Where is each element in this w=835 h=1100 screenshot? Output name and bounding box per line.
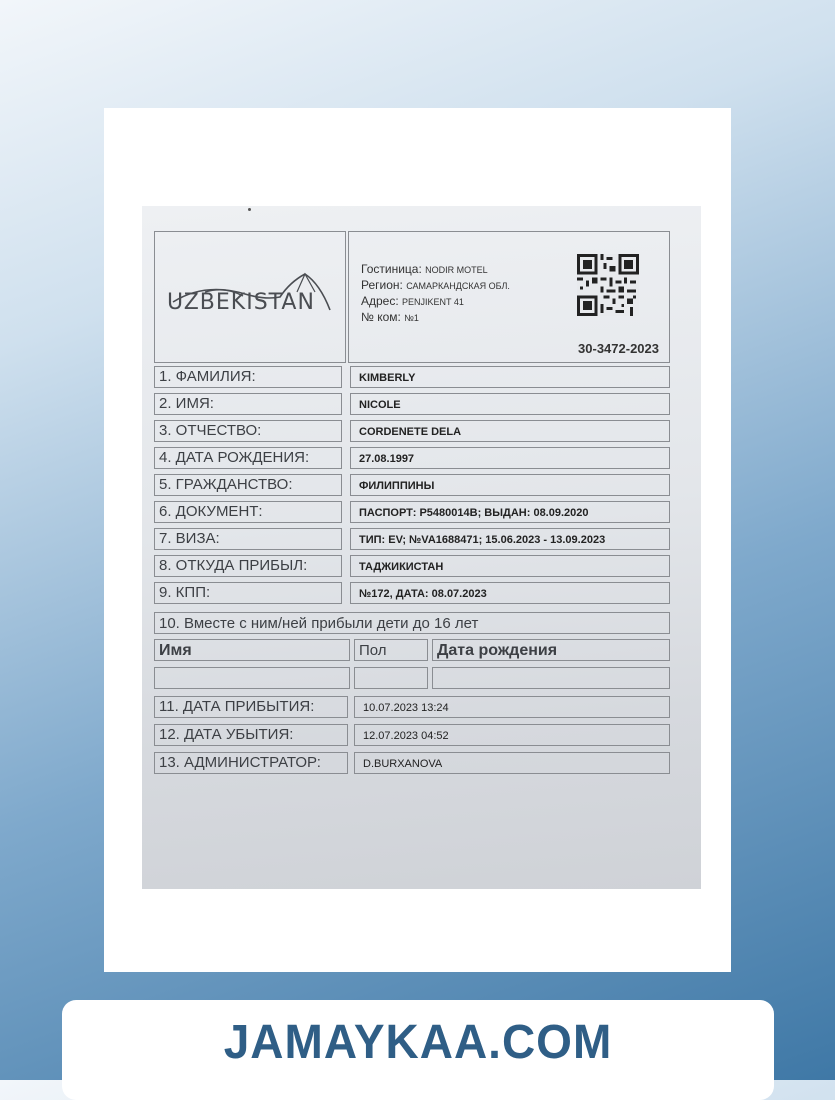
child-name-cell	[154, 667, 350, 689]
children-header: 10. Вместе с ним/ней прибыли дети до 16 лет	[154, 612, 670, 634]
hotel-label: Гостиница:	[361, 262, 422, 276]
citizenship-label: 5. ГРАЖДАНСТВО:	[154, 474, 342, 496]
region-label: Регион:	[361, 278, 403, 292]
checkpoint-label: 9. КПП:	[154, 582, 342, 604]
visa-label: 7. ВИЗА:	[154, 528, 342, 550]
room-label: № ком:	[361, 310, 401, 324]
address-value: PENJIKENT 41	[402, 297, 464, 307]
row-visa	[154, 528, 670, 550]
row-document	[154, 501, 670, 523]
visa-value: ТИП: EV; №VA1688471; 15.06.2023 - 13.09.2023	[350, 528, 670, 550]
hotel-info	[361, 262, 510, 326]
child-name-col: Имя	[154, 639, 350, 661]
administrator-value: D.BURXANOVA	[354, 752, 670, 774]
row-arrival-date	[154, 696, 670, 718]
checkpoint-value: №172, ДАТА: 08.07.2023	[350, 582, 670, 604]
region-value: САМАРКАНДСКАЯ ОБЛ.	[406, 281, 510, 291]
registration-form	[142, 206, 701, 889]
child-sex-cell	[354, 667, 428, 689]
child-dob-col: Дата рождения	[432, 639, 670, 661]
site-watermark: JAMAYKAA.COM	[223, 1013, 613, 1069]
row-patronymic	[154, 420, 670, 442]
room-value: №1	[404, 313, 419, 323]
footer-banner	[62, 1000, 774, 1100]
citizenship-value: ФИЛИППИНЫ	[350, 474, 670, 496]
row-surname	[154, 366, 670, 388]
row-checkpoint	[154, 582, 670, 604]
patronymic-value: CORDENETE DELA	[350, 420, 670, 442]
document-value: ПАСПОРТ: P5480014B; ВЫДАН: 08.09.2020	[350, 501, 670, 523]
document-label: 6. ДОКУМЕНТ:	[154, 501, 342, 523]
address-label: Адрес:	[361, 294, 399, 308]
patronymic-label: 3. ОТЧЕСТВО:	[154, 420, 342, 442]
row-administrator	[154, 752, 670, 774]
row-arrived-from	[154, 555, 670, 577]
registration-number: 30-3472-2023	[578, 341, 659, 356]
departure-date-value: 12.07.2023 04:52	[354, 724, 670, 746]
name-label: 2. ИМЯ:	[154, 393, 342, 415]
birth-date-label: 4. ДАТА РОЖДЕНИЯ:	[154, 447, 342, 469]
name-value: NICOLE	[350, 393, 670, 415]
qr-code-icon	[577, 254, 639, 316]
row-name	[154, 393, 670, 415]
administrator-label: 13. АДМИНИСТРАТОР:	[154, 752, 348, 774]
hotel-value: NODIR MOTEL	[425, 265, 488, 275]
birth-date-value: 27.08.1997	[350, 447, 670, 469]
arrival-date-label: 11. ДАТА ПРИБЫТИЯ:	[154, 696, 348, 718]
child-dob-cell	[432, 667, 670, 689]
hotel-info-box	[348, 231, 670, 363]
logo-text: UZBEKISTAN	[167, 290, 315, 315]
row-citizenship	[154, 474, 670, 496]
arrival-date-value: 10.07.2023 13:24	[354, 696, 670, 718]
surname-value: KIMBERLY	[350, 366, 670, 388]
row-birth-date	[154, 447, 670, 469]
departure-date-label: 12. ДАТА УБЫТИЯ:	[154, 724, 348, 746]
logo-box	[154, 231, 346, 363]
arrived-from-value: ТАДЖИКИСТАН	[350, 555, 670, 577]
paper-speck	[248, 208, 251, 211]
document-card	[104, 108, 731, 972]
row-departure-date	[154, 724, 670, 746]
child-sex-col: Пол	[354, 639, 428, 661]
arrived-from-label: 8. ОТКУДА ПРИБЫЛ:	[154, 555, 342, 577]
surname-label: 1. ФАМИЛИЯ:	[154, 366, 342, 388]
